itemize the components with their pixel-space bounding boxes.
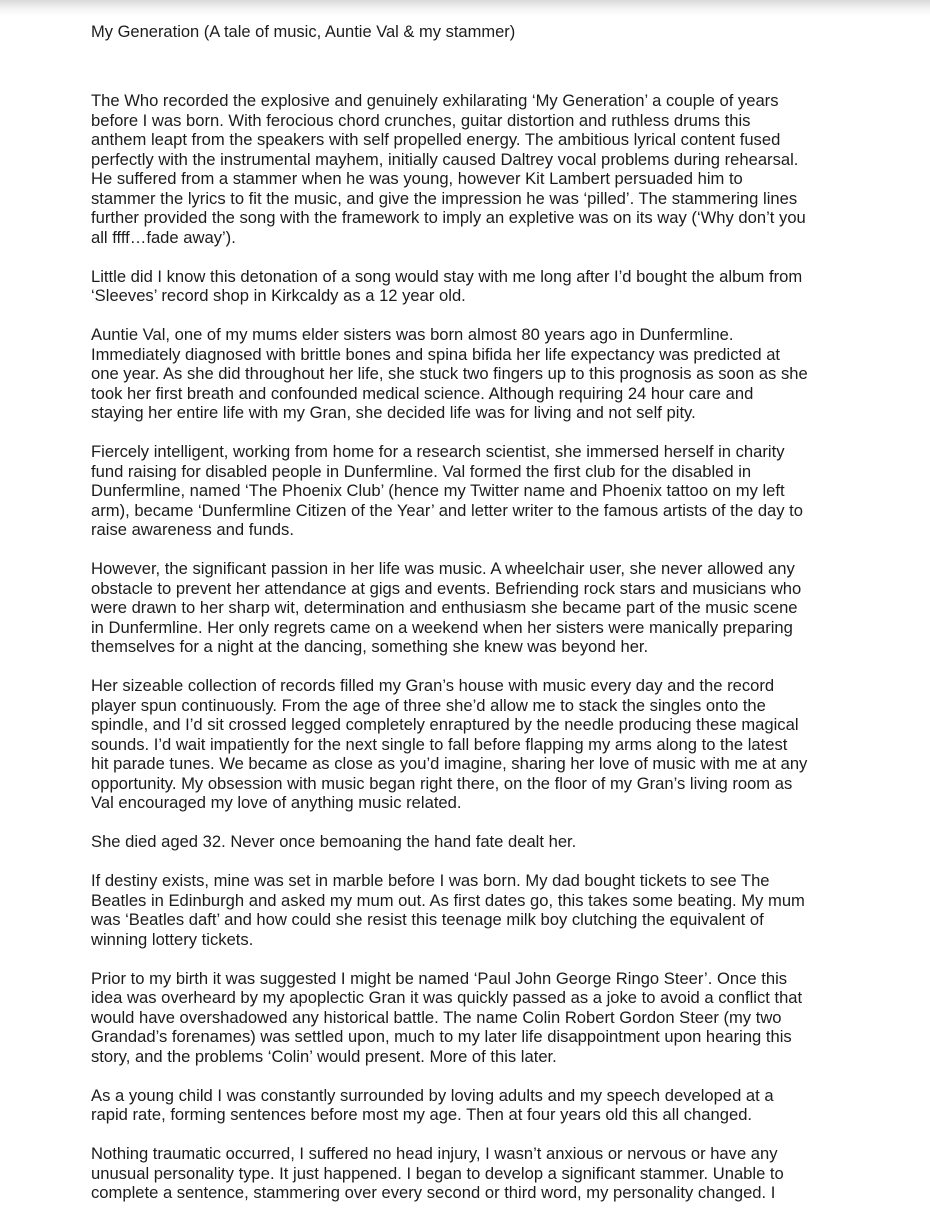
paragraph: [91, 325, 891, 423]
top-shadow: [0, 0, 930, 16]
paragraph-line: complete a sentence, stammering over every second or third word, my personality changed. I: [91, 1183, 776, 1202]
paragraph-line: staying her entire life with my Gran, she decided life was for living and not self pity.: [91, 403, 696, 422]
paragraph: [91, 969, 891, 1067]
paragraph-line: Val encouraged my love of anything music related.: [91, 793, 462, 812]
paragraph: [91, 442, 891, 540]
paragraph-line: However, the significant passion in her life was music. A wheelchair user, she never allowed any: [91, 559, 795, 578]
document-body: [91, 91, 891, 1203]
paragraph-line: fund raising for disabled people in Dunfermline. Val formed the first club for the disabled in: [91, 461, 752, 481]
paragraph-line: Grandad’s forenames) was settled upon, much to my later life disappointment upon hearing this: [91, 1027, 792, 1046]
paragraph-line: further provided the song with the framework to imply an expletive was on its way (‘Why don’t you: [91, 208, 806, 227]
paragraph-line: Nothing traumatic occurred, I suffered no head injury, I wasn’t anxious or nervous or have any: [91, 1144, 778, 1163]
paragraph-line: winning lottery tickets.: [91, 929, 254, 949]
paragraph: [91, 267, 891, 306]
paragraph-line: Little did I know this detonation of a song would stay with me long after I’d bought the album from: [91, 266, 803, 286]
paragraph-line: themselves for a night at the dancing, something she knew was beyond her.: [91, 637, 649, 656]
paragraph-line: Dunfermline, named ‘The Phoenix Club’ (hence my Twitter name and Phoenix tattoo on my left: [91, 481, 785, 500]
paragraph: [91, 676, 891, 813]
paragraph-line: spindle, and I’d sit crossed legged completely enraptured by the needle producing these magical: [91, 715, 799, 734]
paragraph-line: anthem leapt from the speakers with self propelled energy. The ambitious lyrical content fused: [91, 130, 781, 149]
paragraph-line: player spun continuously. From the age of three she’d allow me to stack the singles onto the: [91, 695, 766, 715]
paragraph-line: idea was overheard by my apoplectic Gran it was quickly passed as a joke to avoid a conflict that: [91, 988, 803, 1007]
paragraph-line: were drawn to her sharp wit, determination and enthusiasm she became part of the music scene: [91, 598, 798, 617]
paragraph-line: If destiny exists, mine was set in marble before I was born. My dad bought tickets to see The: [91, 871, 770, 890]
paragraph-line: unusual personality type. It just happened. I began to develop a significant stammer. Unable to: [91, 1163, 784, 1183]
paragraph: [91, 832, 891, 852]
paragraph-line: He suffered from a stammer when he was young, however Kit Lambert persuaded him to: [91, 169, 743, 188]
paragraph-line: hit parade tunes. We became as close as you’d imagine, sharing her love of music with me at any: [91, 754, 808, 773]
paragraph-line: opportunity. My obsession with music began right there, on the floor of my Gran’s living room as: [91, 773, 793, 793]
paragraph-line: sounds. I’d wait impatiently for the next single to fall before flapping my arms along to the latest: [91, 734, 788, 754]
paragraph-line: stammer the lyrics to fit the music, and give the impression he was ‘pilled’. The stammering lines: [91, 188, 798, 208]
paragraph-line: in Dunfermline. Her only regrets came on a weekend when her sisters were manically preparing: [91, 617, 793, 637]
paragraph-line: Auntie Val, one of my mums elder sisters was born almost 80 years ago in Dunfermline.: [91, 325, 734, 344]
paragraph-line: story, and the problems ‘Colin’ would present. More of this later.: [91, 1046, 557, 1066]
paragraph-line: before I was born. With ferocious chord crunches, guitar distortion and ruthless drums this: [91, 110, 751, 130]
document-title: My Generation (A tale of music, Auntie Val & my stammer): [91, 23, 516, 41]
paragraph-line: Fiercely intelligent, working from home for a research scientist, she immersed herself in charity: [91, 442, 785, 461]
paragraph-line: ‘Sleeves’ record shop in Kirkcaldy as a 12 year old.: [91, 286, 466, 305]
paragraph-line: raise awareness and funds.: [91, 520, 294, 539]
paragraph-line: She died aged 32. Never once bemoaning the hand fate dealt her.: [91, 832, 577, 851]
paragraph-line: rapid rate, forming sentences before most my age. Then at four years old this all changed.: [91, 1105, 753, 1124]
paragraph: [91, 559, 891, 657]
paragraph-line: obstacle to prevent her attendance at gigs and events. Befriending rock stars and musicians who: [91, 578, 802, 598]
paragraph-line: one year. As she did throughout her life, she stuck two fingers up to this prognosis as soon as she: [91, 364, 808, 383]
paragraph: [91, 871, 891, 949]
paragraph-line: As a young child I was constantly surrounded by loving adults and my speech developed at a: [91, 1085, 774, 1105]
paragraph-line: Beatles in Edinburgh and asked my mum out. As first dates go, this takes some beating. My mum: [91, 890, 805, 910]
paragraph-line: was ‘Beatles daft’ and how could she resist this teenage milk boy clutching the equivalent of: [91, 910, 764, 929]
paragraph-line: Her sizeable collection of records filled my Gran’s house with music every day and the record: [91, 676, 775, 695]
paragraph-line: all ffff…fade away’).: [91, 227, 236, 247]
paragraph-line: Immediately diagnosed with brittle bones and spina bifida her life expectancy was predicted at: [91, 344, 781, 364]
paragraph-line: The Who recorded the explosive and genuinely exhilarating ‘My Generation’ a couple of years: [91, 91, 779, 110]
paragraph-line: took her first breath and confounded medical science. Although requiring 24 hour care and: [91, 383, 754, 403]
paragraph-line: Prior to my birth it was suggested I might be named ‘Paul John George Ringo Steer’. Once this: [91, 968, 788, 988]
document-page: [91, 20, 891, 1222]
paragraph-line: arm), became ‘Dunfermline Citizen of the Year’ and letter writer to the famous artists of the day to: [91, 500, 804, 520]
paragraph-line: would have overshadowed any historical battle. The name Colin Robert Gordon Steer (my two: [91, 1007, 782, 1027]
paragraph: [91, 1144, 891, 1203]
paragraph: [91, 91, 891, 247]
paragraph-line: perfectly with the instrumental mayhem, initially caused Daltrey vocal problems during rehearsal.: [91, 149, 799, 169]
paragraph: [91, 1086, 891, 1125]
